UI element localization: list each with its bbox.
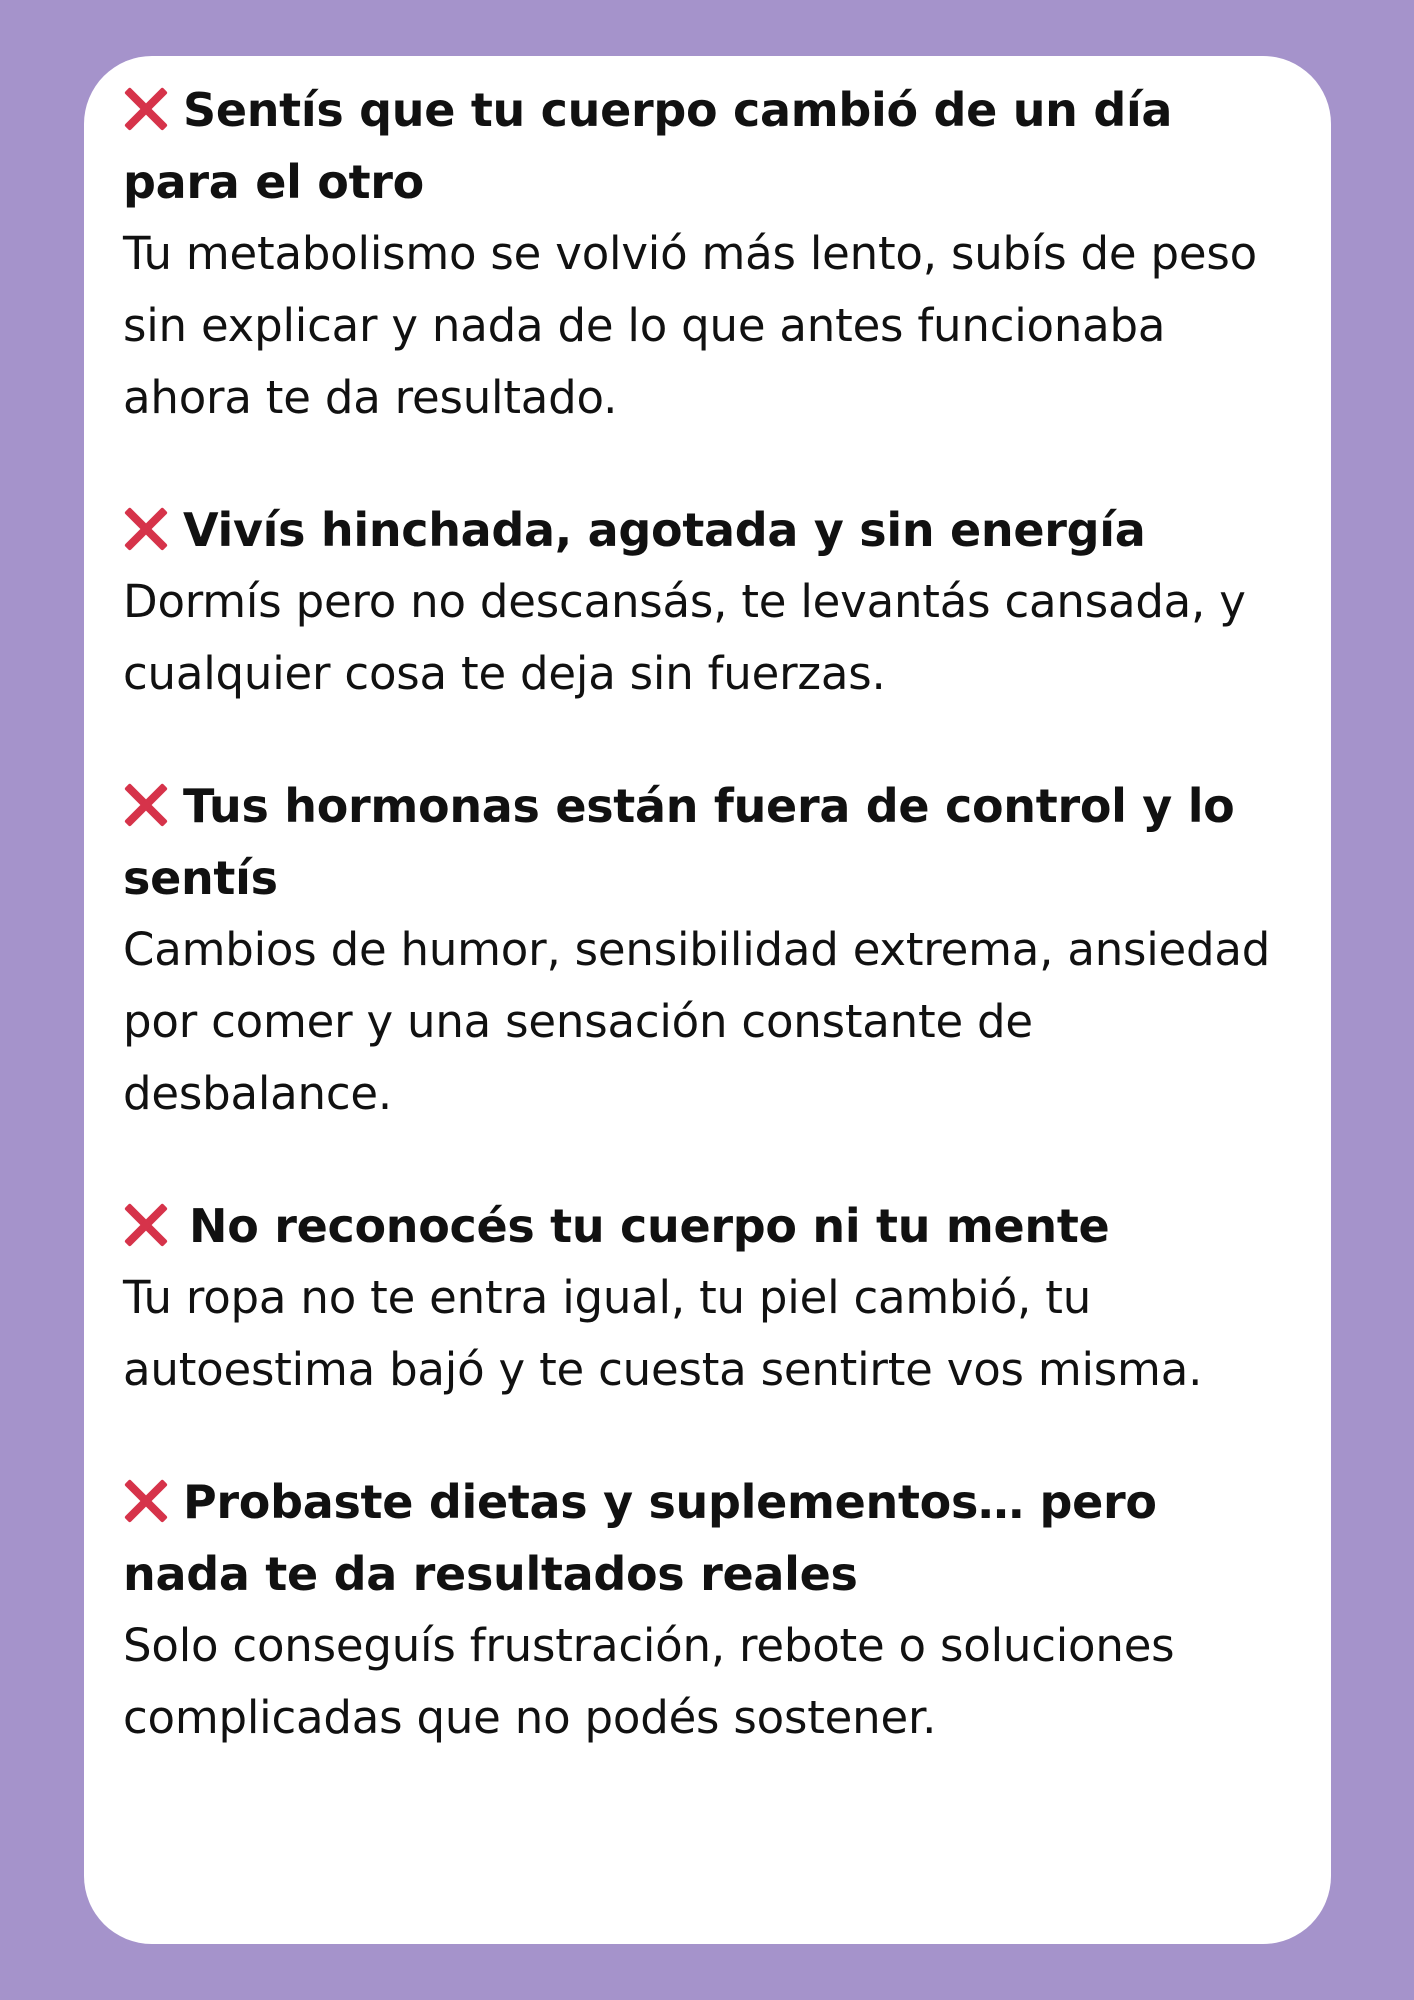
red-x-icon bbox=[123, 506, 169, 552]
red-x-icon bbox=[123, 86, 169, 132]
symptoms-card bbox=[84, 56, 1331, 1944]
symptom-heading-text: No reconocés tu cuerpo ni tu mente bbox=[189, 1199, 1110, 1253]
symptom-heading bbox=[123, 74, 1291, 218]
red-x-icon bbox=[123, 1202, 169, 1248]
symptom-item-4 bbox=[123, 1190, 1291, 1406]
symptom-item-2 bbox=[123, 494, 1291, 710]
symptom-description: Tu ropa no te entra igual, tu piel cambió, tu autoestima bajó y te cuesta sentirte vos misma. bbox=[123, 1271, 1203, 1396]
red-x-icon bbox=[123, 782, 169, 828]
red-x-icon bbox=[123, 1478, 169, 1524]
symptom-heading bbox=[123, 1466, 1291, 1610]
symptom-heading bbox=[123, 770, 1291, 914]
symptom-heading-text: Probaste dietas y suplementos… pero nada te da resultados reales bbox=[123, 1475, 1157, 1601]
symptom-heading-text: Sentís que tu cuerpo cambió de un día para el otro bbox=[123, 83, 1173, 209]
symptom-description: Solo conseguís frustración, rebote o soluciones complicadas que no podés sostener. bbox=[123, 1619, 1175, 1744]
symptom-heading-text: Tus hormonas están fuera de control y lo sentís bbox=[123, 779, 1235, 905]
symptom-description: Dormís pero no descansás, te levantás cansada, y cualquier cosa te deja sin fuerzas. bbox=[123, 575, 1246, 700]
symptom-item-5 bbox=[123, 1466, 1291, 1754]
symptom-item-1 bbox=[123, 74, 1291, 434]
symptom-description: Cambios de humor, sensibilidad extrema, ansiedad por comer y una sensación constante de desbalance. bbox=[123, 923, 1271, 1120]
symptom-heading bbox=[123, 494, 1291, 566]
symptom-heading bbox=[123, 1190, 1291, 1262]
symptom-description: Tu metabolismo se volvió más lento, subís de peso sin explicar y nada de lo que antes funcionaba ahora te da resultado. bbox=[123, 227, 1257, 424]
symptom-item-3 bbox=[123, 770, 1291, 1130]
symptom-heading-text: Vivís hinchada, agotada y sin energía bbox=[183, 503, 1146, 557]
